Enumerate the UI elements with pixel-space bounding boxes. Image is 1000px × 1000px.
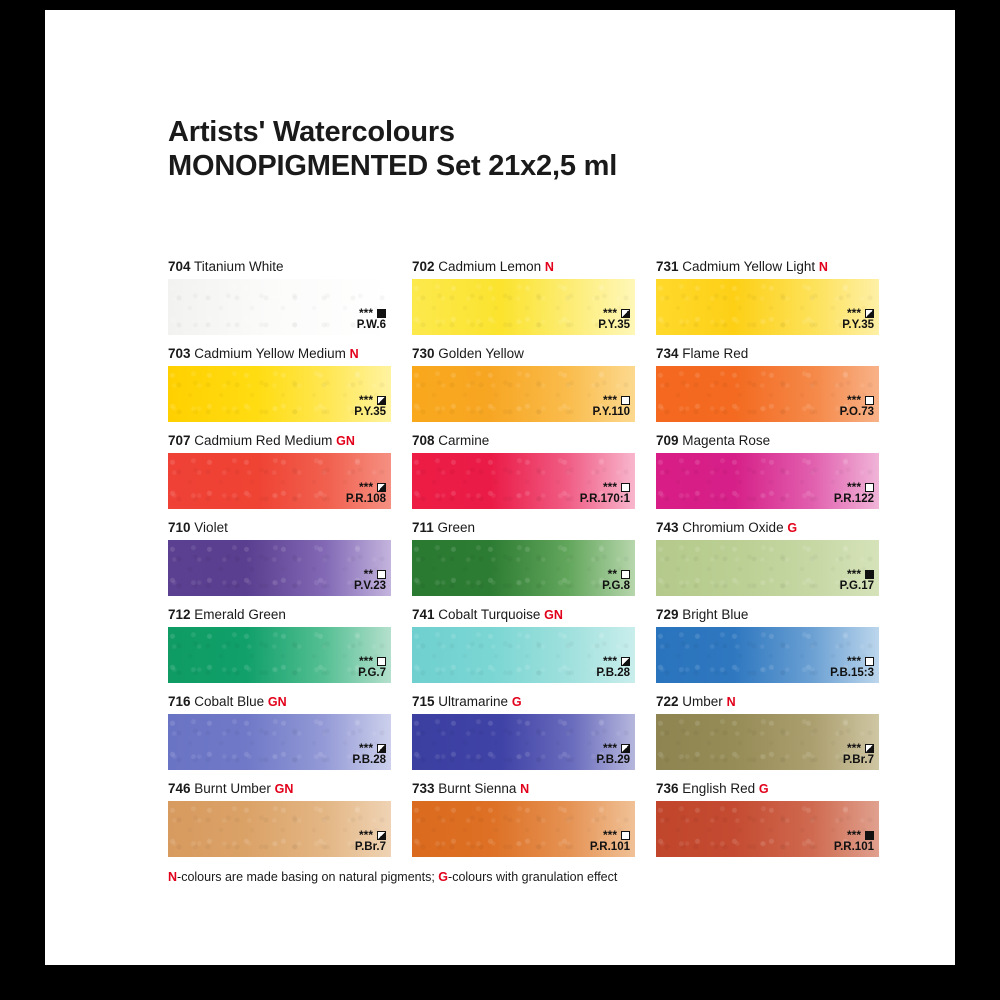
pigment-code: P.Y.35 <box>354 406 386 418</box>
colour-tag: GN <box>336 434 355 448</box>
pigment-code: P.G.8 <box>602 580 630 592</box>
colour-code: 709 <box>656 433 679 448</box>
colour-code: 730 <box>412 346 435 361</box>
colour-code: 736 <box>656 781 679 796</box>
colour-tag: G <box>758 782 769 796</box>
opacity-square-icon <box>377 744 386 753</box>
colour-name: Cadmium Lemon <box>438 259 542 274</box>
swatch-meta <box>357 308 386 331</box>
colour-swatch <box>656 540 879 596</box>
opacity-square-icon <box>621 744 630 753</box>
opacity-square-icon <box>621 309 630 318</box>
colour-caption <box>656 780 879 798</box>
colour-swatch <box>412 366 635 422</box>
colour-swatch-item[interactable] <box>168 258 391 335</box>
pigment-code: P.B.29 <box>596 754 630 766</box>
pigment-code: P.B.28 <box>596 667 630 679</box>
colour-caption <box>168 606 391 624</box>
pigment-code: P.V.23 <box>354 580 386 592</box>
colour-code: 712 <box>168 607 191 622</box>
lightfastness-stars: ** <box>363 567 373 581</box>
lightfastness-stars: ** <box>607 567 617 581</box>
opacity-square-icon <box>865 657 874 666</box>
pigment-code: P.Y.110 <box>592 406 630 418</box>
swatch-meta <box>354 395 386 418</box>
pigment-code: P.W.6 <box>356 319 386 331</box>
colour-row <box>168 780 880 867</box>
swatch-meta <box>590 830 630 853</box>
colour-swatch <box>656 366 879 422</box>
colour-tag: GN <box>544 608 563 622</box>
colour-swatch <box>168 714 391 770</box>
colour-code: 708 <box>412 433 435 448</box>
colour-swatch <box>168 279 391 335</box>
opacity-square-icon <box>377 831 386 840</box>
opacity-square-icon <box>865 744 874 753</box>
colour-swatch-item[interactable] <box>412 519 635 596</box>
colour-tag: G <box>787 521 798 535</box>
colour-swatch <box>412 627 635 683</box>
opacity-square-icon <box>621 396 630 405</box>
colour-caption <box>168 258 391 276</box>
colour-name: Magenta Rose <box>682 433 771 448</box>
swatch-meta <box>358 656 386 679</box>
colour-name: Umber <box>682 694 723 709</box>
colour-tag: GN <box>274 782 294 796</box>
lightfastness-stars: *** <box>358 393 373 407</box>
colour-name: English Red <box>682 781 756 796</box>
colour-caption <box>412 519 635 537</box>
colour-swatch <box>168 453 391 509</box>
colour-tag: N <box>544 260 554 274</box>
colour-caption <box>412 432 635 450</box>
colour-code: 743 <box>656 520 679 535</box>
colour-swatch-item[interactable] <box>412 693 635 770</box>
lightfastness-stars: *** <box>846 306 861 320</box>
colour-code: 715 <box>412 694 435 709</box>
colour-caption <box>656 345 879 363</box>
pigment-code: P.R.101 <box>589 841 630 853</box>
footnote-mid: -colours are made basing on natural pigments; <box>177 870 439 884</box>
swatch-meta <box>602 569 630 592</box>
swatch-meta <box>346 482 386 505</box>
product-sheet <box>45 10 955 965</box>
lightfastness-stars: *** <box>358 480 373 494</box>
colour-swatch <box>656 453 879 509</box>
lightfastness-stars: *** <box>602 654 617 668</box>
colour-row <box>168 258 880 345</box>
colour-swatch-item[interactable] <box>656 258 879 335</box>
colour-swatch <box>412 714 635 770</box>
swatch-meta <box>830 656 874 679</box>
colour-name: Chromium Oxide <box>682 520 784 535</box>
swatch-meta <box>355 830 386 853</box>
pigment-code: P.B.15:3 <box>830 667 874 679</box>
swatch-meta <box>580 482 630 505</box>
colour-swatch <box>412 801 635 857</box>
colour-caption <box>412 693 635 711</box>
opacity-square-icon <box>621 483 630 492</box>
colour-tag: N <box>349 347 359 361</box>
lightfastness-stars: *** <box>358 306 373 320</box>
colour-swatch-item[interactable] <box>168 693 391 770</box>
colour-code: 746 <box>168 781 191 796</box>
colour-swatch <box>168 366 391 422</box>
colour-code: 722 <box>656 694 679 709</box>
colour-caption <box>412 258 635 276</box>
pigment-code: P.B.28 <box>352 754 386 766</box>
lightfastness-stars: *** <box>846 654 861 668</box>
colour-swatch-item[interactable] <box>656 693 879 770</box>
colour-swatch-item[interactable] <box>656 432 879 509</box>
colour-tag: G <box>511 695 522 709</box>
title-line-2: MONOPIGMENTED Set 21x2,5 ml <box>168 150 618 182</box>
colour-swatch <box>412 453 635 509</box>
colour-swatch <box>168 801 391 857</box>
colour-swatch <box>656 279 879 335</box>
opacity-square-icon <box>377 483 386 492</box>
colour-grid <box>168 258 880 867</box>
swatch-meta <box>842 308 874 331</box>
lightfastness-stars: *** <box>602 828 617 842</box>
opacity-square-icon <box>865 570 874 579</box>
colour-name: Golden Yellow <box>438 346 524 361</box>
colour-name: Cobalt Turquoise <box>438 607 541 622</box>
colour-code: 711 <box>412 520 434 535</box>
lightfastness-stars: *** <box>846 393 861 407</box>
colour-code: 704 <box>168 259 191 274</box>
colour-name: Bright Blue <box>682 607 749 622</box>
opacity-square-icon <box>621 570 630 579</box>
colour-code: 731 <box>656 259 679 274</box>
lightfastness-stars: *** <box>358 654 373 668</box>
colour-name: Green <box>437 520 476 535</box>
colour-swatch <box>168 627 391 683</box>
colour-swatch-item[interactable] <box>656 345 879 422</box>
pigment-code: P.Y.35 <box>842 319 874 331</box>
swatch-meta <box>843 743 874 766</box>
opacity-square-icon <box>377 309 386 318</box>
opacity-square-icon <box>377 657 386 666</box>
colour-name: Cadmium Yellow Medium <box>194 346 346 361</box>
colour-code: 733 <box>412 781 435 796</box>
colour-code: 702 <box>412 259 435 274</box>
colour-swatch <box>412 540 635 596</box>
lightfastness-stars: *** <box>846 741 861 755</box>
opacity-square-icon <box>865 831 874 840</box>
colour-swatch <box>656 801 879 857</box>
colour-name: Ultramarine <box>438 694 509 709</box>
colour-tag: N <box>818 260 828 274</box>
colour-swatch-item[interactable] <box>656 780 879 857</box>
colour-caption <box>412 606 635 624</box>
colour-caption <box>168 345 391 363</box>
page-title <box>168 115 868 183</box>
colour-swatch <box>656 627 879 683</box>
colour-swatch <box>168 540 391 596</box>
colour-code: 707 <box>168 433 191 448</box>
colour-caption <box>168 780 391 798</box>
footnote-tag-g: G <box>438 870 449 884</box>
colour-name: Burnt Umber <box>194 781 271 796</box>
pigment-code: P.G.7 <box>358 667 386 679</box>
colour-row <box>168 345 880 432</box>
colour-swatch-item[interactable] <box>168 519 391 596</box>
colour-code: 729 <box>656 607 679 622</box>
colour-swatch-item[interactable] <box>412 606 635 683</box>
pigment-code: P.R.170:1 <box>579 493 630 505</box>
colour-tag: N <box>726 695 736 709</box>
opacity-square-icon <box>865 309 874 318</box>
footnote-suffix: -colours with granulation effect <box>448 870 618 884</box>
pigment-code: P.R.122 <box>833 493 874 505</box>
colour-swatch <box>412 279 635 335</box>
pigment-code: P.Br.7 <box>354 841 386 853</box>
lightfastness-stars: *** <box>602 306 617 320</box>
colour-name: Titanium White <box>194 259 284 274</box>
lightfastness-stars: *** <box>602 480 617 494</box>
swatch-meta <box>834 830 874 853</box>
colour-caption <box>656 432 879 450</box>
colour-code: 716 <box>168 694 191 709</box>
lightfastness-stars: *** <box>358 741 373 755</box>
colour-code: 741 <box>412 607 435 622</box>
swatch-meta <box>598 308 630 331</box>
colour-swatch-item[interactable] <box>168 432 391 509</box>
lightfastness-stars: *** <box>358 828 373 842</box>
colour-name: Cadmium Red Medium <box>194 433 333 448</box>
colour-code: 734 <box>656 346 679 361</box>
colour-row <box>168 606 880 693</box>
colour-caption <box>656 519 879 537</box>
colour-row <box>168 519 880 606</box>
colour-swatch-item[interactable] <box>412 780 635 857</box>
opacity-square-icon <box>621 657 630 666</box>
colour-swatch <box>656 714 879 770</box>
colour-caption <box>412 780 635 798</box>
swatch-meta <box>840 569 874 592</box>
colour-name: Emerald Green <box>194 607 286 622</box>
colour-row <box>168 693 880 780</box>
pigment-code: P.G.17 <box>839 580 874 592</box>
colour-tag: GN <box>267 695 287 709</box>
swatch-meta <box>352 743 386 766</box>
colour-name: Carmine <box>438 433 490 448</box>
colour-swatch-item[interactable] <box>168 780 391 857</box>
colour-name: Burnt Sienna <box>438 781 517 796</box>
colour-caption <box>412 345 635 363</box>
colour-swatch-item[interactable] <box>656 519 879 596</box>
lightfastness-stars: *** <box>602 741 617 755</box>
opacity-square-icon <box>377 570 386 579</box>
swatch-meta <box>354 569 386 592</box>
opacity-square-icon <box>621 831 630 840</box>
pigment-code: P.Br.7 <box>842 754 874 766</box>
colour-swatch-item[interactable] <box>168 345 391 422</box>
swatch-meta <box>834 482 874 505</box>
lightfastness-stars: *** <box>846 567 861 581</box>
colour-swatch-item[interactable] <box>412 432 635 509</box>
colour-code: 703 <box>168 346 191 361</box>
lightfastness-stars: *** <box>602 393 617 407</box>
colour-name: Cadmium Yellow Light <box>682 259 816 274</box>
opacity-square-icon <box>865 483 874 492</box>
colour-caption <box>168 693 391 711</box>
colour-swatch-item[interactable] <box>168 606 391 683</box>
swatch-meta <box>592 395 630 418</box>
colour-swatch-item[interactable] <box>412 258 635 335</box>
colour-tag: N <box>520 782 530 796</box>
colour-name: Flame Red <box>682 346 749 361</box>
lightfastness-stars: *** <box>846 828 861 842</box>
swatch-meta <box>840 395 874 418</box>
colour-caption <box>168 432 391 450</box>
pigment-code: P.R.101 <box>833 841 874 853</box>
pigment-code: P.O.73 <box>839 406 874 418</box>
footnote-tag-n: N <box>168 870 178 884</box>
colour-row <box>168 432 880 519</box>
colour-caption <box>656 258 879 276</box>
colour-name: Violet <box>194 520 228 535</box>
opacity-square-icon <box>377 396 386 405</box>
colour-code: 710 <box>168 520 191 535</box>
colour-swatch-item[interactable] <box>412 345 635 422</box>
colour-caption <box>656 606 879 624</box>
colour-name: Cobalt Blue <box>194 694 265 709</box>
opacity-square-icon <box>865 396 874 405</box>
title-line-1: Artists' Watercolours <box>168 116 455 148</box>
pigment-code: P.R.108 <box>345 493 386 505</box>
colour-caption <box>168 519 391 537</box>
colour-caption <box>656 693 879 711</box>
swatch-meta <box>596 743 630 766</box>
colour-swatch-item[interactable] <box>656 606 879 683</box>
footnote <box>168 870 617 884</box>
swatch-meta <box>596 656 630 679</box>
pigment-code: P.Y.35 <box>598 319 630 331</box>
lightfastness-stars: *** <box>846 480 861 494</box>
